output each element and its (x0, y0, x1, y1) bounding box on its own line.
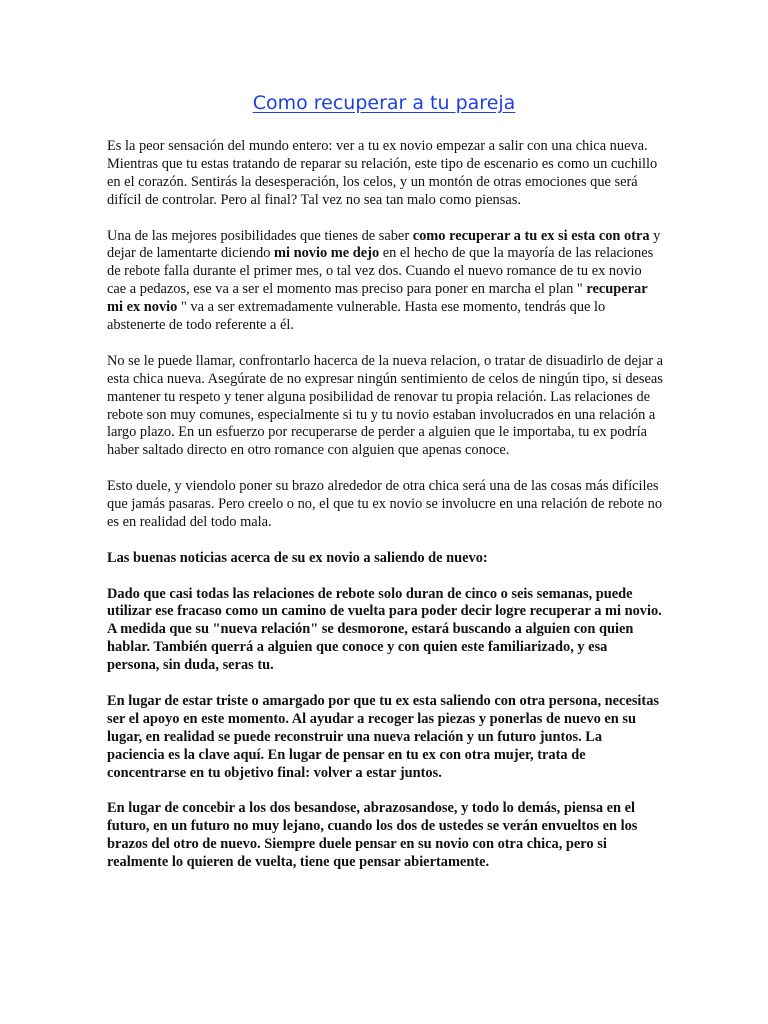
bold-phrase: como recuperar a tu ex si esta con otra (412, 227, 650, 244)
paragraph-intro: Es la peor sensación del mundo entero: ver a tu ex novio empezar a salir con una chica nueva. Mientras que tu estas tratando de reparar su relación, este tipo de escenario es como un cuchillo en el corazón. Sentirás la desesperación, los celos, y un montón de otras emociones que será difícil de controlar. Pero al final? Tal vez no sea tan malo como piensas. (107, 138, 658, 208)
page-title[interactable]: Como recuperar a tu pareja (252, 92, 516, 114)
paragraph-en-lugar-concebir: En lugar de concebir a los dos besandose, abrazosandose, y todo lo demás, piensa en el futuro, en un futuro no muy lejano, cuando los dos de ustedes se verán envueltos en los brazos del otro de nuevo. Siempre duele pensar en su novio con otra chica, pero si realmente lo quieren de vuelta, tiene que pensar abiertamente. (107, 800, 638, 871)
paragraph-dado-que: Dado que casi todas las relaciones de rebote solo duran de cinco o seis semanas, puede utilizar ese fracaso como un camino de vuelta para poder decir logre recuperar a mi novio. A medida que su "nueva relación" se desmorone, estará buscando a alguien con quien hablar. También querrá a alguien que conoce y con quien este familiarizado, y esa persona, sin duda, seras tu. (107, 585, 662, 674)
paragraph-possibilities (107, 228, 663, 335)
paragraph-en-lugar-triste: En lugar de estar triste o amargado por que tu ex esta saliendo con otra persona, necesitas ser el apoyo en este momento. Al ayudar a recoger las piezas y ponerlas de nuevo en su lugar, en realidad se puede reconstruir una nueva relación y un futuro juntos. La paciencia es la clave aquí. En lugar de pensar en tu ex con otra mujer, trata de concentrarse en tu objetivo final: volver a estar juntos. (107, 693, 660, 781)
paragraph-text: Una de las mejores posibilidades que tienes de saber (107, 227, 413, 244)
paragraph-text: " va a ser extremadamente vulnerable. Hasta ese momento, tendrás que lo abstenerte de todo referente a él. (107, 299, 606, 334)
bold-phrase: mi novio me dejo (274, 245, 380, 262)
paragraph-esto-duele: Esto duele, y viendolo poner su brazo alrededor de otra chica será una de las cosas más difíciles que jamás pasaras. Pero creelo o no, el que tu ex novio se involucre en una relación de rebote no es en realidad del todo mala. (107, 478, 663, 530)
paragraph-no-llamar: No se le puede llamar, confrontarlo hacerca de la nueva relacion, o tratar de disuadirlo de dejar a esta chica nueva. Asegúrate de no expresar ningún sentimiento de celos de ningún tipo, si deseas mantener tu respeto y tener alguna posibilidad de renovar tu propia relación. Las relaciones de rebote son muy comunes, especialmente si tu y tu novio estaban involucrados en una relación a largo plazo. En un esfuerzo por recuperarse de perder a alguien que le importaba, tu ex podría haber saltado directo en otro romance con alguien que apenas conoce. (107, 352, 663, 459)
paragraph-text: en el hecho de que la mayoría de las relaciones de rebote falla durante el primer mes, o tal vez dos. Cuando el nuevo romance de tu ex novio cae a pedazos, ese va a ser el momento mas preciso para poner en marcha el plan " (107, 245, 654, 298)
bold-phrase: recuperar mi ex novio (107, 281, 648, 316)
section-heading: Las buenas noticias acerca de su ex novio a saliendo de nuevo: (107, 549, 488, 566)
paragraph-text: y dejar de lamentarte diciendo (107, 227, 661, 262)
document-body (107, 138, 663, 890)
